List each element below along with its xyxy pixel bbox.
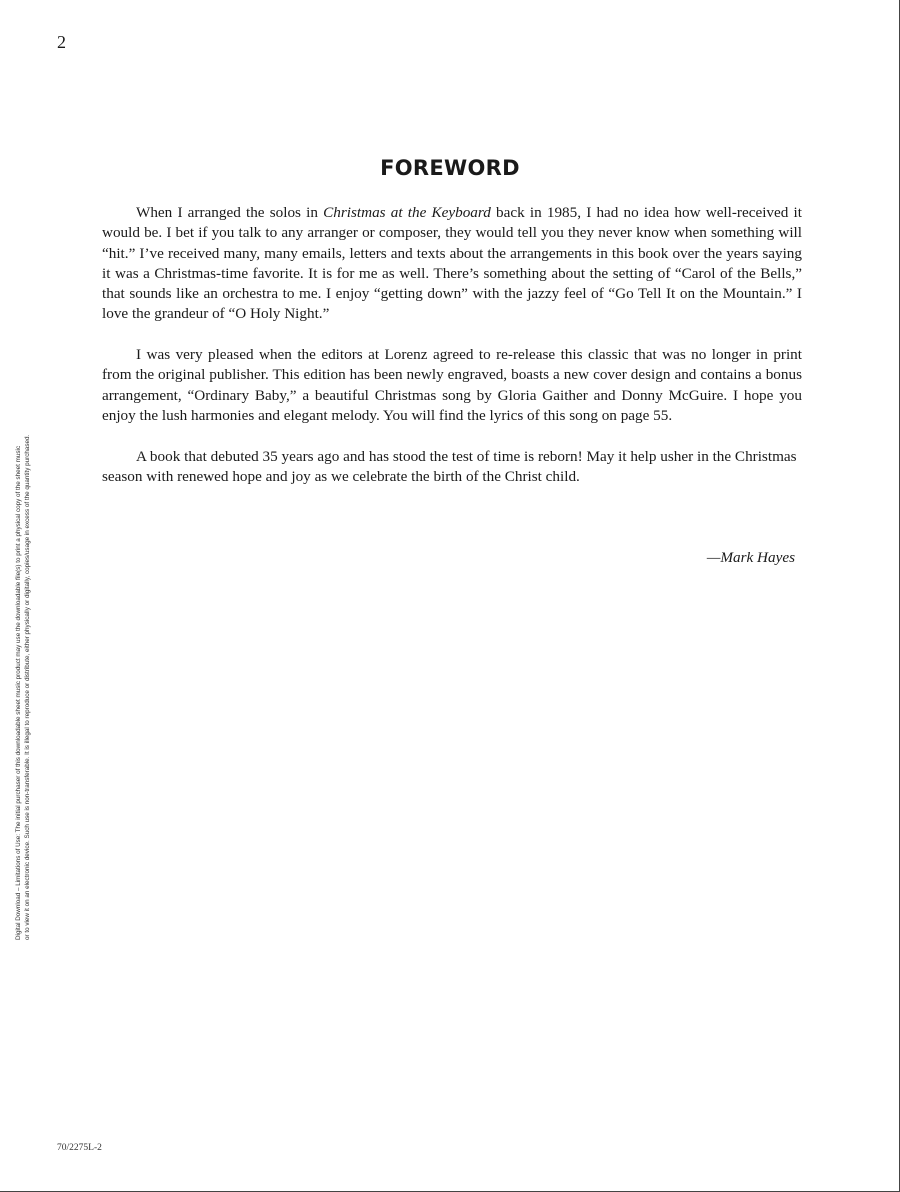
- paragraph-1: [102, 203, 802, 325]
- foreword-body: [102, 203, 802, 507]
- catalog-number: 70/2275L-2: [57, 1143, 102, 1153]
- paragraph-1-rest: back in 1985, I had no idea how well-received it would be. I bet if you talk to any arranger or composer, they would tell you they never know when something will “hit.” I’ve received many, many emails, letters and texts about the arrangements in this book over the years saying it was a Christmas-time favorite. It is for me as well. There’s something about the setting of “Carol of the Bells,” that sounds like an orchestra to me. I enjoy “getting down” with the jazzy feel of “Go Tell It on the Mountain.” I love the grandeur of “O Holy Night.”: [102, 204, 802, 323]
- usage-notice-line-2: or to view it on an electronic device. Such use is non-transferable. It is illegal to reproduce or distribute, either physically or digitally, copies/usage in excess of the quantity purchased.: [24, 434, 31, 940]
- paragraph-1-lead: When I arranged the solos in: [136, 204, 324, 221]
- paragraph-3: A book that debuted 35 years ago and has stood the test of time is reborn! May it help usher in the Christmas season with renewed hope and joy as we celebrate the birth of the Christ child.: [102, 447, 797, 485]
- paragraph-2: I was very pleased when the editors at Lorenz agreed to re-release this classic that was no longer in print from the original publisher. This edition has been newly engraved, boasts a new cover design and contains a bonus arrangement, “Ordinary Baby,” a beautiful Christmas song by Gloria Gaither and Donny McGuire. I hope you enjoy the lush harmonies and elegant melody. You will find the lyrics of this song on page 55.: [102, 346, 802, 424]
- page-title: FOREWORD: [380, 156, 520, 180]
- author-signature: —Mark Hayes: [706, 549, 795, 566]
- usage-limitation-notice: [14, 240, 32, 940]
- page-number: 2: [57, 32, 66, 52]
- book-title: Christmas at the Keyboard: [323, 204, 491, 221]
- usage-notice-line-1: Digital Download – Limitations of Use: The initial purchaser of this downloadable sheet music product may use the downloadable file(s) to print a physical copy of the sheet music: [15, 445, 22, 940]
